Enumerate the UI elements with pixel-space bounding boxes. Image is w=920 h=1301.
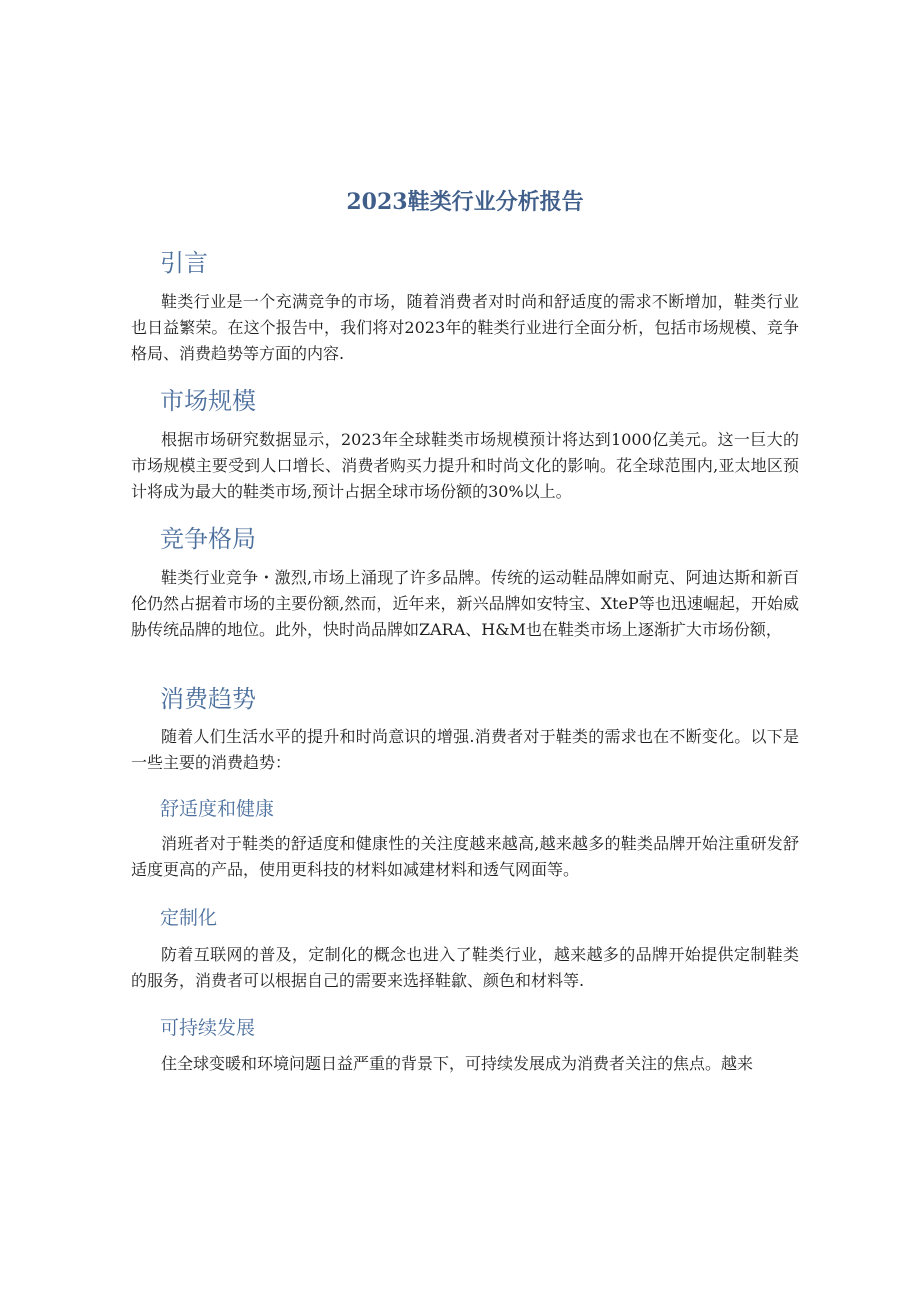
section-paragraph-introduction: 鞋类行业是一个充满竞争的市场，随着消费者对时尚和舒适度的需求不断增加，鞋类行业也日益繁荣。在这个报告中，我们将对2023年的鞋类行业进行全面分析，包括市场规模、竞争格局、消费趋势等方面的内容. xyxy=(131,292,799,363)
document-title: 2023鞋类行业分析报告 xyxy=(346,189,584,215)
section-heading-market-size: 市场规模 xyxy=(160,387,256,415)
section-paragraph-competition: 鞋类行业竞争・激烈,市场上涌现了许多品牌。传统的运动鞋品牌如耐克、阿迪达斯和新百伦仍然占据着市场的主要份额,然而，近年来，新兴品牌如安特宝、XteP等也迅速崛起，开始威胁传统品牌的地位。此外，快时尚品牌如ZARA、H&M也在鞋类市场上逐渐扩大市场份额， xyxy=(131,568,799,639)
section-paragraph-consumer-trends: 随着人们生活水平的提升和时尚意识的增强.消费者对于鞋类的需求也在不断变化。以下是一些主要的消费趋势： xyxy=(131,727,799,772)
section-heading-competition: 竞争格局 xyxy=(160,525,256,553)
section-heading-introduction: 引言 xyxy=(160,249,208,277)
subsection-paragraph-sustainability: 住全球变暖和环境问题日益严重的背景下，可持续发展成为消费者关注的焦点。越来 xyxy=(161,1054,754,1073)
subsection-paragraph-customization: 防着互联网的普及，定制化的概念也进入了鞋类行业，越来越多的品牌开始提供定制鞋类的服务，消费者可以根据自己的需要来选择鞋歙、颜色和材料等. xyxy=(131,945,799,990)
section-paragraph-market-size: 根据市场研究数据显示，2023年全球鞋类市场规模预计将达到1000亿美元。这一巨大的市场规模主要受到人口增长、消费者购买力提升和时尚文化的影响。花全球范围内,亚太地区预计将成为最大的鞋类市场,预计占据全球市场份额的30%以上。 xyxy=(131,430,799,501)
subsection-heading-comfort-health: 舒适度和健康 xyxy=(160,798,275,820)
subsection-heading-sustainability: 可持续发展 xyxy=(160,1017,256,1039)
subsection-paragraph-comfort-health: 消班者对于鞋类的舒适度和健康性的关注度越来越高,越来越多的鞋类品牌开始注重研发舒适度更高的产品，使用更科技的材料如减建材料和透气网面等。 xyxy=(131,834,799,879)
subsection-heading-customization: 定制化 xyxy=(160,907,218,929)
section-heading-consumer-trends: 消费趋势 xyxy=(160,685,256,713)
